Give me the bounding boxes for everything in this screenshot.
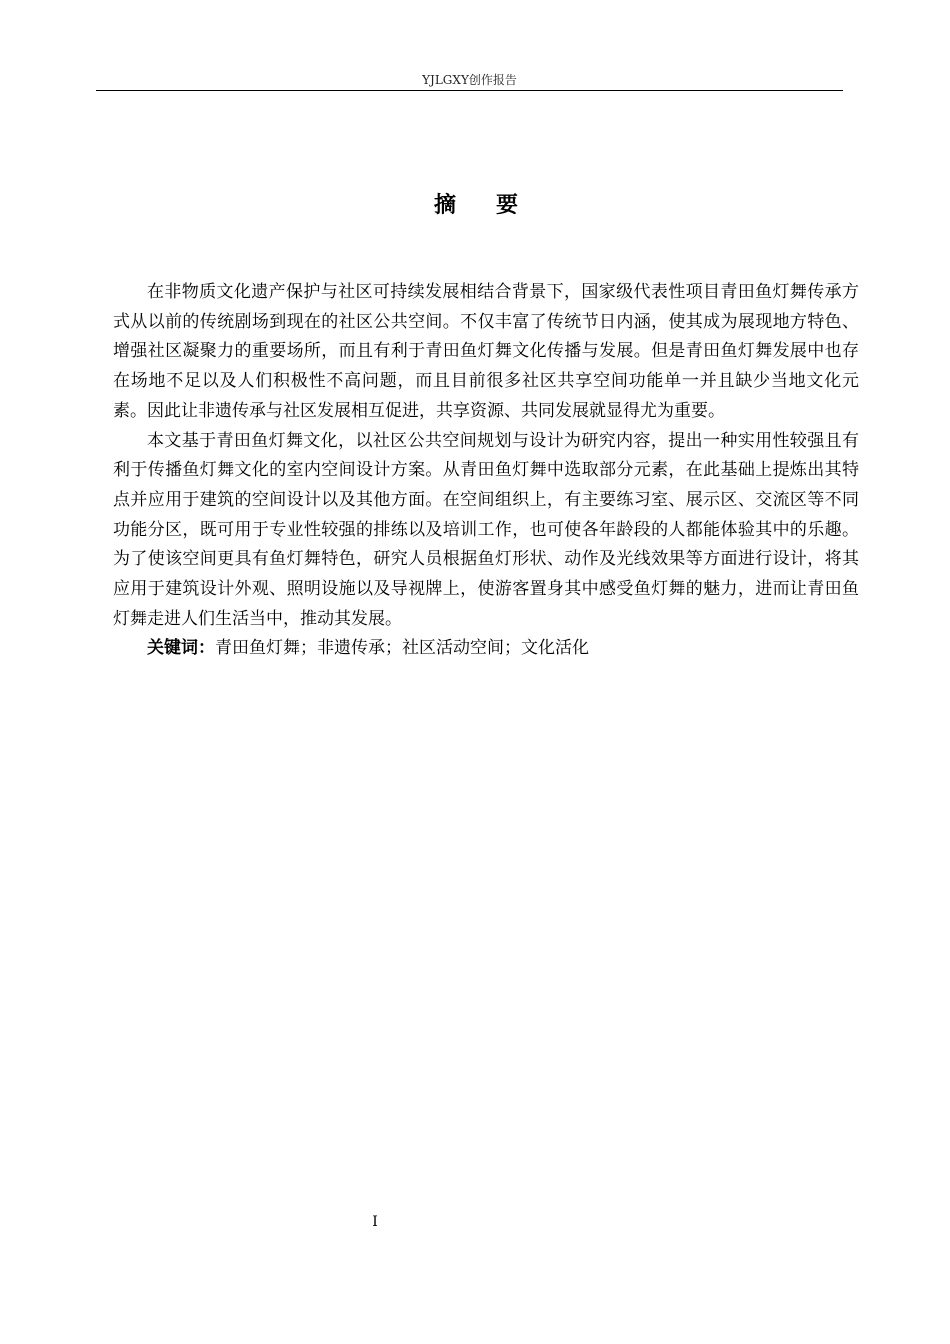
abstract-paragraph-2: 本文基于青田鱼灯舞文化，以社区公共空间规划与设计为研究内容，提出一种实用性较强且有利于传播鱼灯舞文化的室内空间设计方案。从青田鱼灯舞中选取部分元素，在此基础上提炼出其特点并应用于建筑的空间设计以及其他方面。在空间组织上，有主要练习室、展示区、交流区等不同功能分区，既可用于专业性较强的排练以及培训工作，也可使各年龄段的人都能体验其中的乐趣。为了使该空间更具有鱼灯舞特色，研究人员根据鱼灯形状、动作及光线效果等方面进行设计，将其应用于建筑设计外观、照明设施以及导视牌上，使游客置身其中感受鱼灯舞的魅力，进而让青田鱼灯舞走进人们生活当中，推动其发展。: [113, 430, 859, 629]
title-char-2: 要: [496, 193, 519, 218]
keywords-label: 关键词：: [147, 638, 215, 659]
page-title: [96, 188, 856, 219]
abstract-paragraph-1: 在非物质文化遗产保护与社区可持续发展相结合背景下，国家级代表性项目青田鱼灯舞传承方式从以前的传统剧场到现在的社区公共空间。不仅丰富了传统节日内涵，使其成为展现地方特色、增强社区凝聚力的重要场所，而且有利于青田鱼灯舞文化传播与发展。但是青田鱼灯舞发展中也存在场地不足以及人们积极性不高问题，而且目前很多社区共享空间功能单一并且缺少当地文化元素。因此让非遗传承与社区发展相互促进，共享资源、共同发展就显得尤为重要。: [113, 282, 859, 421]
keywords-text: 青田鱼灯舞；非遗传承；社区活动空间；文化活化: [215, 638, 589, 659]
page-header: [96, 72, 843, 91]
page-number: I: [372, 1214, 378, 1230]
header-text: YJLGXY创作报告: [422, 73, 517, 87]
keywords-line: [113, 634, 859, 664]
abstract-body: [113, 278, 859, 664]
title-char-1: 摘: [433, 193, 456, 218]
